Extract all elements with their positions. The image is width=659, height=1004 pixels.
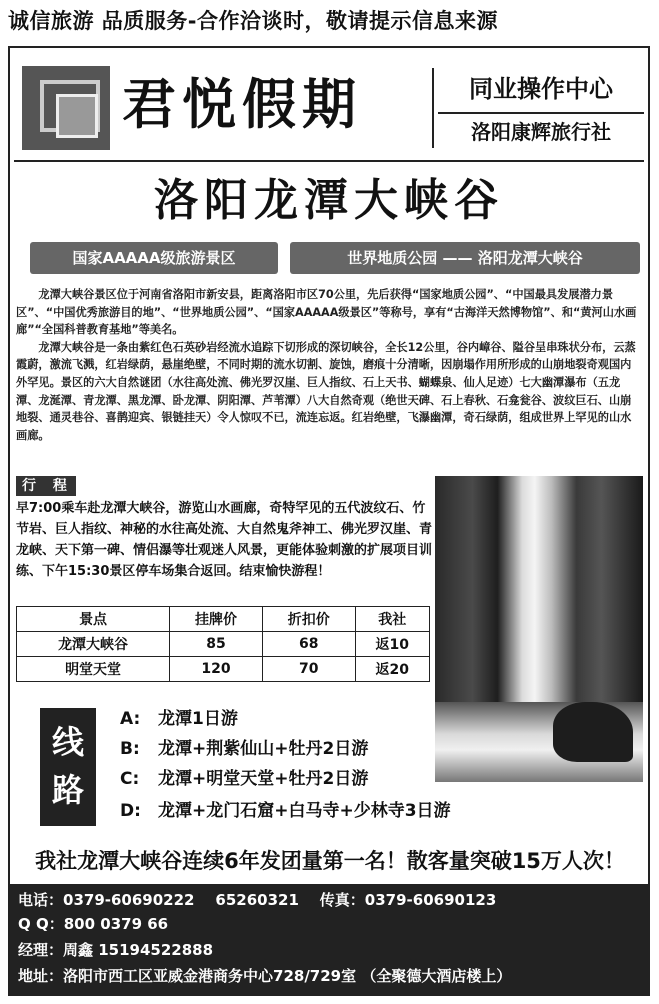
pill-geopark: 世界地质公园 —— 洛阳龙潭大峡谷 — [290, 242, 640, 274]
route-letter: A: — [120, 709, 141, 729]
fax-label: 传真： — [319, 891, 365, 909]
brand-name: 君悦假期 — [122, 72, 362, 136]
fax-number: 0379-60690123 — [364, 891, 497, 909]
table-cell: 龙潭大峡谷 — [17, 632, 170, 657]
manager-label: 经理： — [18, 941, 64, 959]
phone-number-2: 65260321 — [215, 891, 299, 909]
phone-number: 0379-60690222 — [63, 891, 195, 909]
header — [14, 58, 644, 156]
table-cell: 返10 — [355, 632, 429, 657]
intro-paragraph-1: 龙潭大峡谷景区位于河南省洛阳市新安县，距离洛阳市区70公里，先后获得“国家地质公园”、“中国最具发展潜力景区”、“中国优秀旅游目的地”、“世界地质公园”、“国家AAAAA级景区”等称号，享有“古海洋天然博物馆”、和“黄河山水画廊”“全国科普教育基地”等美名。 — [16, 288, 637, 337]
route-text: 龙潭+龙门石窟+白马寺+少林寺3日游 — [158, 801, 451, 821]
route-letter: C: — [120, 769, 140, 789]
phone-row — [18, 889, 496, 911]
route-text: 龙潭+明堂天堂+牡丹2日游 — [158, 769, 369, 789]
qq-label: Q Q： — [18, 915, 64, 933]
intro-paragraph-2: 龙潭大峡谷是一条由紫红色石英砂岩经流水追踪下切形成的深切峡谷，全长12公里，谷内嶂谷、隘谷呈串珠状分布，云蒸霞蔚，激流飞溅，红岩绿荫，悬崖绝壁，不同时期的流水切割、旋蚀，磨痕十分清晰，因崩塌作用所形成的山崩地裂奇观国内外罕见。景区的六大自然谜团（水往高处流、佛光罗汉崖、巨人指纹、石上天书、蝴蝶泉、仙人足迹）七大幽潭瀑布（五龙潭、龙涎潭、青龙潭、黑龙潭、卧龙潭、阴阳潭、芦苇潭）八大自然奇观（绝世天碑、石上春秋、石龛瓮谷、波纹巨石、山崩地裂、通灵巷谷、喜鹊迎宾、银链挂天）令人惊叹不已，流连忘返。红岩绝壁，飞瀑幽潭，奇石绿荫，组成世界上罕见的山水画廊。 — [16, 340, 636, 442]
table-cell: 明堂天堂 — [17, 657, 170, 682]
qq-row — [18, 913, 168, 935]
intro-text — [16, 286, 642, 444]
table-cell: 返20 — [355, 657, 429, 682]
center-subtitle: 洛阳康辉旅行社 — [438, 112, 644, 150]
table-cell: 68 — [262, 632, 355, 657]
contact-block — [8, 884, 650, 996]
routes-badge: 线路 — [40, 708, 96, 826]
route-letter: D: — [120, 801, 141, 821]
route-item-c — [120, 764, 368, 794]
table-row — [17, 657, 430, 682]
page-title: 洛阳龙潭大峡谷 — [154, 175, 504, 226]
pill-5a: 国家AAAAA级旅游景区 — [30, 242, 278, 274]
route-item-d — [120, 796, 451, 826]
address-value: 洛阳市西工区亚威金港商务中心728/729室 （全聚德大酒店楼上） — [63, 967, 512, 985]
col-header: 我社 — [355, 607, 429, 632]
route-item-b — [120, 734, 368, 764]
phone-label: 电话： — [18, 891, 64, 909]
price-table — [16, 606, 430, 682]
route-text: 龙潭+荆紫仙山+牡丹2日游 — [158, 739, 369, 759]
header-divider — [432, 68, 434, 148]
itinerary-heading: 行 程 — [16, 476, 76, 496]
table-row — [17, 632, 430, 657]
address-row — [18, 965, 511, 987]
route-item-a — [120, 704, 238, 734]
col-header: 景点 — [17, 607, 170, 632]
price-table-header — [17, 607, 430, 632]
center-title: 同业操作中心 — [469, 75, 613, 103]
table-cell: 70 — [262, 657, 355, 682]
table-cell: 85 — [170, 632, 263, 657]
route-text: 龙潭1日游 — [158, 709, 238, 729]
slogan: 我社龙潭大峡谷连续6年发团量第一名！散客量突破15万人次！ — [35, 849, 625, 873]
manager-value: 周鑫 15194522888 — [63, 941, 214, 959]
logo-icon — [22, 66, 110, 150]
qq-number: 800 0379 66 — [63, 915, 169, 933]
itinerary-text: 早7:00乘车赴龙潭大峡谷，游览山水画廊，奇特罕见的五代波纹石、竹节岩、巨人指纹、神秘的水往高处流、大自然鬼斧神工、佛光罗汉崖、青龙峡、天下第一碑、情侣瀑等壮观迷人风景，更能体验刺激的扩展项目训练、下午15:30景区停车场集合返回。结束愉快游程！ — [16, 501, 433, 579]
table-cell: 120 — [170, 657, 263, 682]
canyon-photo — [435, 476, 643, 782]
header-rule — [14, 160, 644, 162]
col-header: 挂牌价 — [170, 607, 263, 632]
route-letter: B: — [120, 739, 140, 759]
manager-row — [18, 939, 213, 961]
address-label: 地址： — [18, 967, 64, 985]
col-header: 折扣价 — [262, 607, 355, 632]
top-banner: 诚信旅游 品质服务-合作洽谈时，敬请提示信息来源 — [8, 9, 499, 33]
